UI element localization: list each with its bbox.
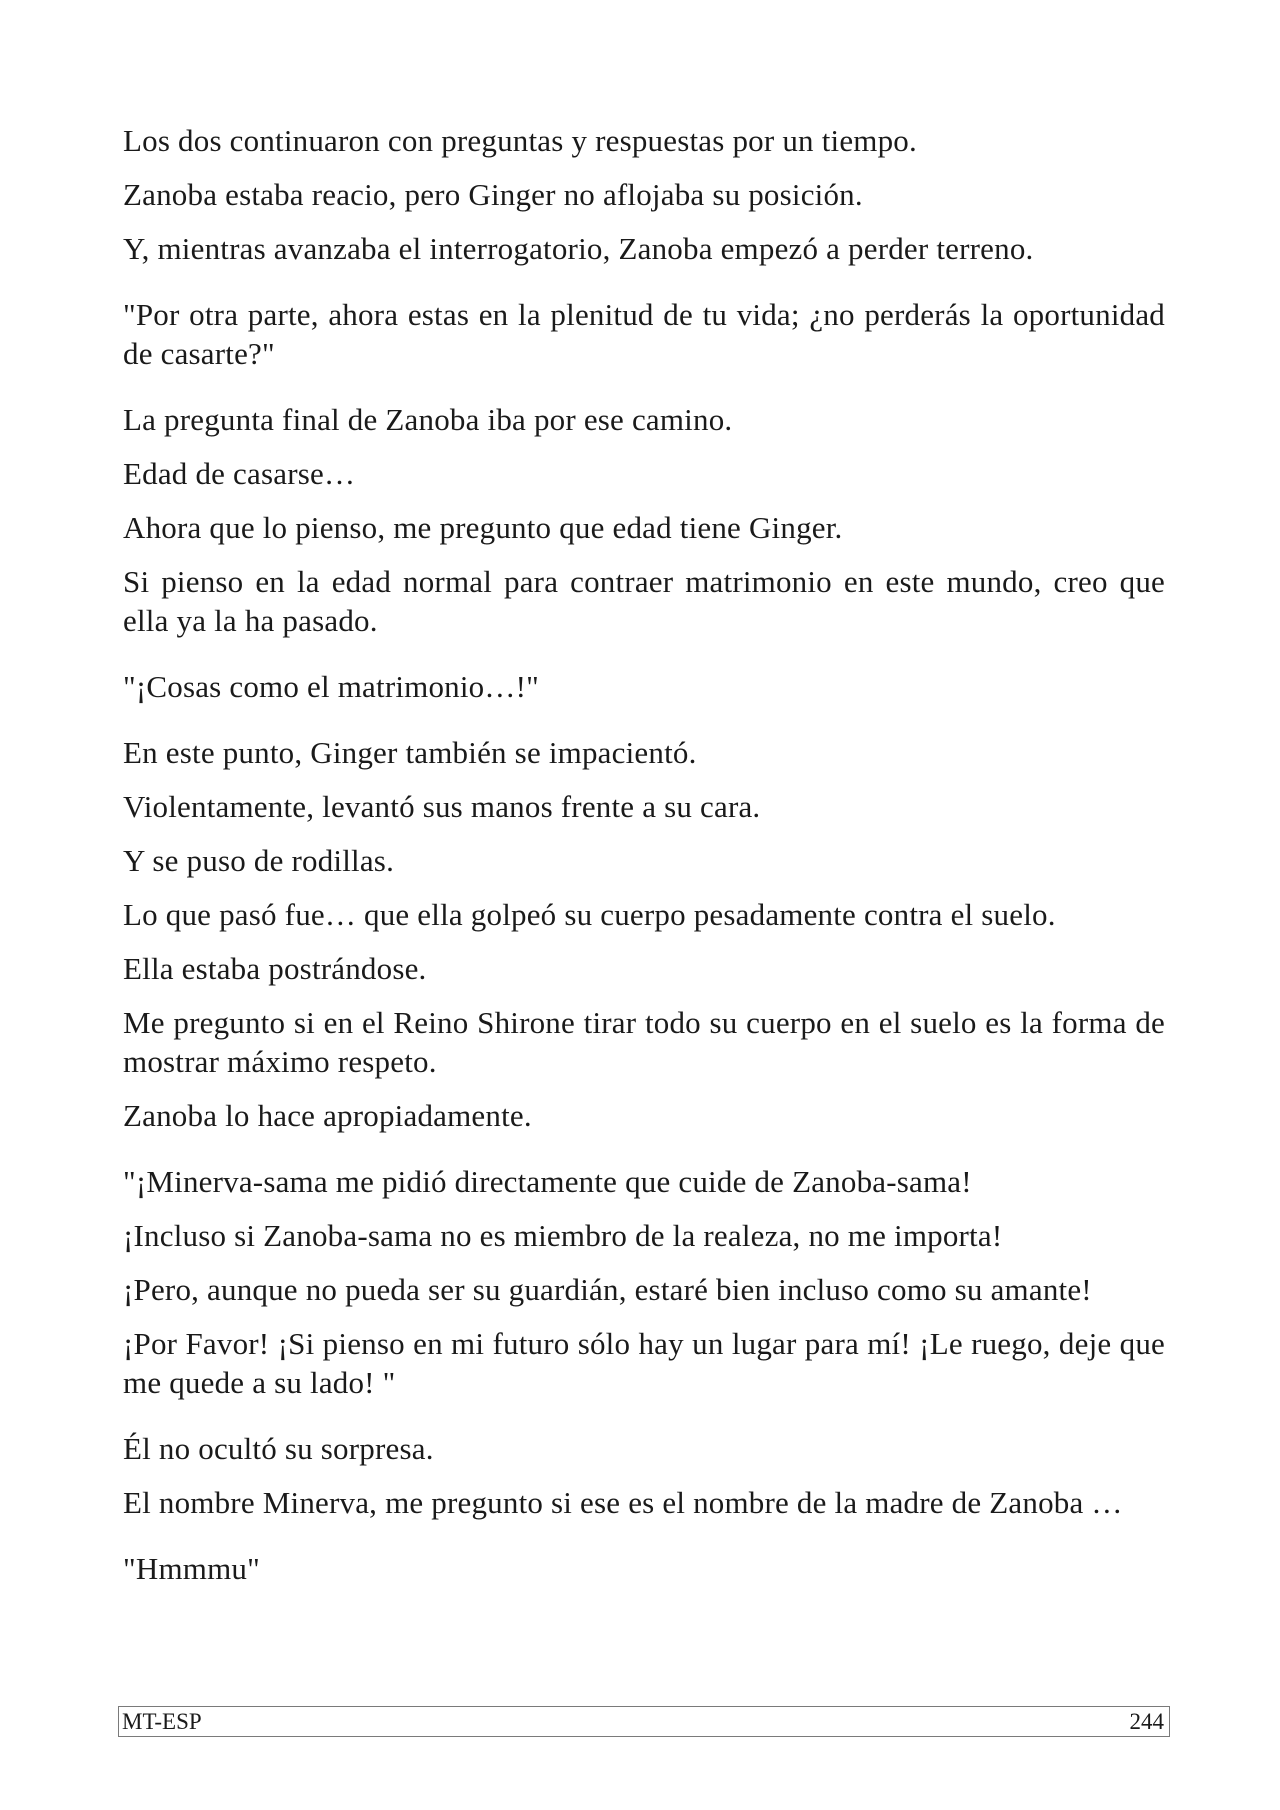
dialogue-paragraph: "Hmmmu" [123,1551,260,1586]
paragraph: Y se puso de rodillas. [123,843,395,878]
paragraph: Él no ocultó su sorpresa. [123,1431,434,1466]
paragraph: Los dos continuaron con preguntas y respuestas por un tiempo. [123,123,917,158]
paragraph: La pregunta final de Zanoba iba por ese camino. [123,402,733,437]
dialogue-paragraph: "¡Minerva-sama me pidió directamente que cuide de Zanoba-sama! [123,1164,972,1199]
dialogue-paragraph: ¡Por Favor! ¡Si pienso en mi futuro sólo hay un lugar para mí! ¡Le ruego, deje que me quede a su lado! " [123,1326,1165,1400]
paragraph: El nombre Minerva, me pregunto si ese es el nombre de la madre de Zanoba … [123,1485,1123,1520]
paragraph: Zanoba estaba reacio, pero Ginger no aflojaba su posición. [123,177,863,212]
footer-label: MT-ESP [122,1709,202,1734]
paragraph: Lo que pasó fue… que ella golpeó su cuerpo pesadamente contra el suelo. [123,897,1056,932]
paragraph: Ella estaba postrándose. [123,951,427,986]
dialogue-paragraph: "Por otra parte, ahora estas en la plenitud de tu vida; ¿no perderás la oportunidad de casarte?" [123,297,1165,371]
dialogue-paragraph: "¡Cosas como el matrimonio…!" [123,669,539,704]
paragraph: Me pregunto si en el Reino Shirone tirar todo su cuerpo en el suelo es la forma de mostrar máximo respeto. [123,1005,1165,1079]
page-body [123,121,1165,1603]
paragraph: Violentamente, levantó sus manos frente a su cara. [123,789,761,824]
paragraph: Y, mientras avanzaba el interrogatorio, Zanoba empezó a perder terreno. [123,231,1034,266]
paragraph: En este punto, Ginger también se impacientó. [123,735,697,770]
paragraph: Ahora que lo pienso, me pregunto que edad tiene Ginger. [123,510,843,545]
paragraph: Zanoba lo hace apropiadamente. [123,1098,532,1133]
paragraph: Edad de casarse… [123,456,356,491]
dialogue-paragraph: ¡Incluso si Zanoba-sama no es miembro de la realeza, no me importa! [123,1218,1003,1253]
page-number: 244 [1129,1709,1164,1734]
dialogue-paragraph: ¡Pero, aunque no pueda ser su guardián, estaré bien incluso como su amante! [123,1272,1092,1307]
page-footer [118,1706,1170,1737]
paragraph: Si pienso en la edad normal para contraer matrimonio en este mundo, creo que ella ya la ha pasado. [123,564,1165,638]
